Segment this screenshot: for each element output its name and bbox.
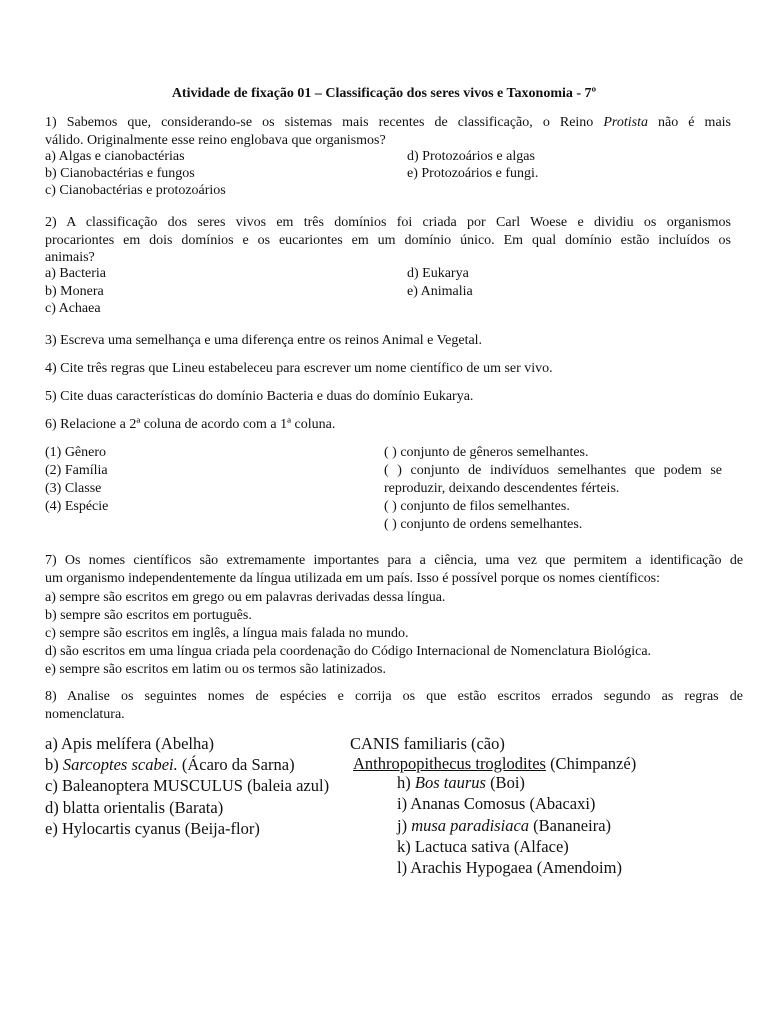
question-7-text	[45, 552, 743, 587]
question-6-left-item: (3) Classe	[45, 481, 102, 496]
species-k: k) Lactuca sativa (Alface)	[397, 837, 569, 856]
question-2-line-1: 2) A classificação dos seres vivos em três domínios foi criada por Carl Woese e dividiu os organismos	[45, 215, 731, 230]
question-1-line-1: 1) Sabemos que, considerando-se os sistemas mais recentes de classificação, o Reino Protista não é mais	[45, 115, 731, 130]
question-2-text	[45, 214, 731, 267]
question-6-right-item: ( ) conjunto de ordens semelhantes.	[384, 517, 583, 532]
question-2-option-c: c) Achaea	[45, 301, 101, 316]
question-2-option-b: b) Monera	[45, 284, 104, 299]
question-1-option-a: a) Algas e cianobactérias	[45, 149, 185, 164]
question-6-left-item: (2) Família	[45, 463, 108, 478]
question-6-left-item: (1) Gênero	[45, 445, 107, 460]
question-1-option-e: e) Protozoários e fungi.	[407, 166, 539, 181]
question-6-right-item: ( ) conjunto de gêneros semelhantes.	[384, 445, 589, 460]
species-a: a) Apis melífera (Abelha)	[45, 734, 215, 753]
question-1-option-b: b) Cianobactérias e fungos	[45, 166, 195, 181]
question-8-line-1: 8) Analise os seguintes nomes de espécies e corrija os que estão escritos errados segundo as regras de	[45, 689, 743, 704]
question-2-line-2: procariontes em dois domínios e os eucariontes em um domínio único. Em qual domínio estão incluídos os	[45, 232, 731, 248]
question-1-line-2: válido. Originalmente esse reino englobava que organismos?	[45, 132, 386, 148]
question-6-right-item: ( ) conjunto de indivíduos semelhantes que podem se	[384, 463, 722, 478]
question-7-line-2: um organismo independentemente da língua utilizada em um país. Isso é possível porque os nomes científicos:	[45, 570, 660, 586]
question-7-line-1: 7) Os nomes científicos são extremamente importantes para a ciência, uma vez que permitem a identificação de	[45, 553, 743, 568]
question-1-option-d: d) Protozoários e algas	[407, 149, 535, 164]
species-h: h) Bos taurus (Boi)	[397, 773, 525, 792]
question-1-text	[45, 114, 731, 149]
question-6-left-item: (4) Espécie	[45, 499, 109, 514]
species-f: CANIS familiaris (cão)	[350, 734, 505, 753]
question-8-line-2: nomenclatura.	[45, 706, 125, 722]
question-6-right-item: reproduzir, deixando descendentes férteis.	[384, 481, 620, 496]
question-1-option-c: c) Cianobactérias e protozoários	[45, 183, 226, 198]
question-2-option-e: e) Animalia	[407, 284, 473, 299]
question-6-text: 6) Relacione a 2ª coluna de acordo com a 1ª coluna.	[45, 417, 336, 432]
species-e: e) Hylocartis cyanus (Beija-flor)	[45, 819, 260, 838]
question-7-option-e: e) sempre são escritos em latim ou os termos são latinizados.	[45, 662, 386, 677]
question-7-option-a: a) sempre são escritos em grego ou em palavras derivadas dessa língua.	[45, 590, 446, 605]
question-5-text: 5) Cite duas características do domínio Bacteria e duas do domínio Eukarya.	[45, 389, 474, 404]
species-l: l) Arachis Hypogaea (Amendoim)	[397, 858, 622, 877]
species-j: j) musa paradisiaca (Bananeira)	[397, 816, 612, 835]
question-7-option-b: b) sempre são escritos em português.	[45, 608, 252, 623]
species-c: c) Baleanoptera MUSCULUS (baleia azul)	[45, 776, 330, 795]
question-7-option-c: c) sempre são escritos em inglês, a língua mais falada no mundo.	[45, 626, 409, 641]
species-d: d) blatta orientalis (Barata)	[45, 798, 224, 817]
species-i: i) Ananas Comosus (Abacaxi)	[397, 794, 596, 813]
species-b: b) Sarcoptes scabei. (Ácaro da Sarna)	[45, 755, 295, 774]
question-8-text	[45, 688, 743, 723]
question-4-text: 4) Cite três regras que Lineu estabeleceu para escrever um nome científico de um ser vivo.	[45, 361, 553, 376]
question-7-option-d: d) são escritos em uma língua criada pela coordenação do Código Internacional de Nomenclatura Biológica.	[45, 644, 652, 659]
question-3-text: 3) Escreva uma semelhança e uma diferença entre os reinos Animal e Vegetal.	[45, 333, 483, 348]
question-2-line-3: animais?	[45, 250, 95, 265]
page-title: Atividade de fixação 01 – Classificação dos seres vivos e Taxonomia - 7º	[171, 86, 597, 101]
question-2-option-a: a) Bacteria	[45, 266, 107, 281]
species-g: Anthropopithecus troglodites (Chimpanzé)	[353, 754, 637, 773]
question-6-right-item: ( ) conjunto de filos semelhantes.	[384, 499, 570, 514]
question-2-option-d: d) Eukarya	[407, 266, 469, 281]
